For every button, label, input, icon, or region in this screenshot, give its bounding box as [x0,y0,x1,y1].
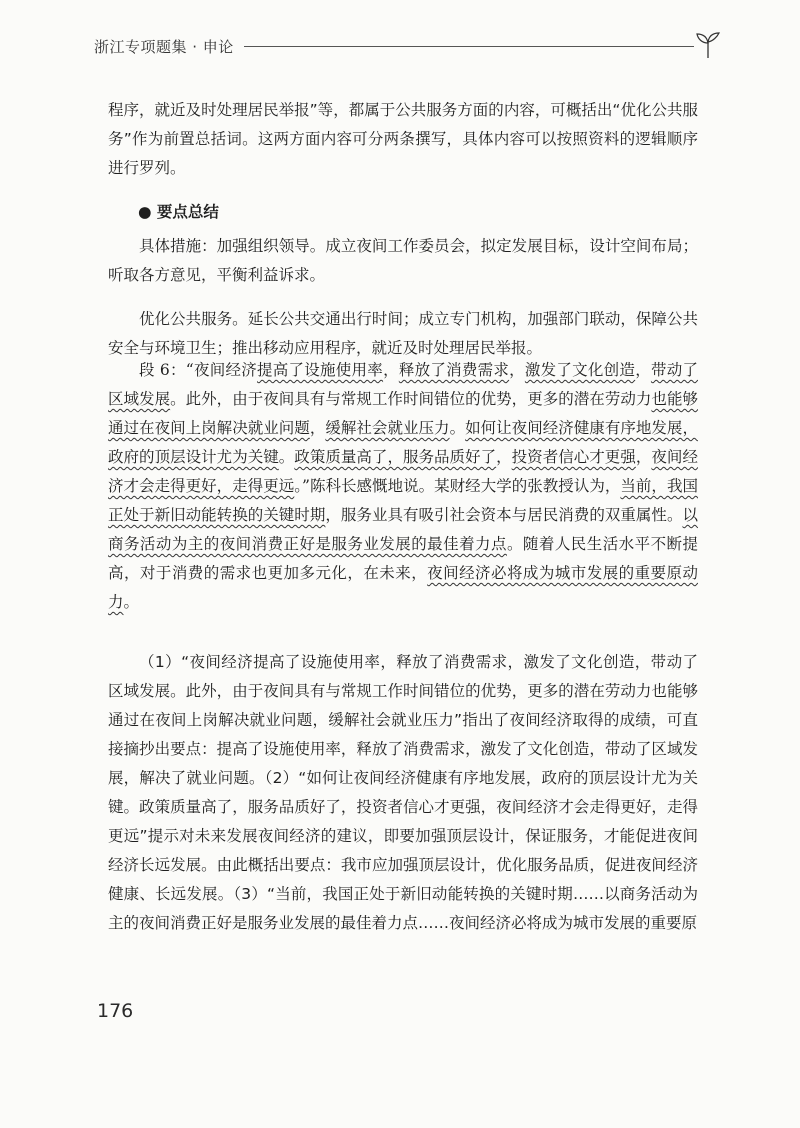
sprout-icon [692,30,724,60]
running-header [94,30,724,62]
header-rule [244,46,694,47]
text-segment: 段 6：“夜间经济 [139,361,258,379]
header-title: 浙江专项题集 · 申论 [94,38,234,56]
text-segment: 。随着人民生活水平不断提高，对于消费的需求也更加多元化，在未来， [108,535,698,582]
text-segment: 。 [278,448,295,466]
section-heading-key-points: ● 要点总结 [138,203,219,221]
underlined-phrase: 提高了设施使用率 [257,361,384,379]
paragraph-continuation: 程序，就近及时处理居民举报”等，都属于公共服务方面的内容，可概括出“优化公共服务”作为前置总括词。这两方面内容可分两条撰写，具体内容可以按照资料的逻辑顺序进行罗列。 [108,101,698,177]
page-number: 176 [97,1000,134,1022]
text-segment: 。 [449,419,466,437]
underlined-phrase: 夜间经济才会走得更好，走得更远 [108,448,698,495]
underlined-phrase: 投资者信心才更强 [511,448,636,466]
text-segment: ， [309,419,326,437]
text-segment: ， [509,361,525,379]
underlined-phrase: 释放了消费需求 [398,361,510,379]
underlined-phrase: 政策质量高了，服务品质好了 [294,448,497,466]
paragraph-measures: 具体措施：加强组织领导。成立夜间工作委员会，拟定发展目标，设计空间布局；听取各方意见，平衡利益诉求。 [108,237,698,284]
material-paragraph-6 [108,356,698,617]
text-segment: 。 [123,593,140,611]
text-segment: ，服务业具有吸引社会资本与居民消费的双重属性。 [325,506,683,524]
analysis-paragraph: （1）“夜间经济提高了设施使用率，释放了消费需求，激发了文化创造，带动了区域发展。此外，由于夜间具有与常规工作时间错位的优势，更多的潜在劳动力也能够通过在夜间上岗解决就业问题，缓解社会就业压力”指出了夜间经济取得的成绩，可直接摘抄出要点：提高了设施使用率，释放了消费需求，激发了文化创造，带动了区域发展，解决了就业问题。（2）“如何让夜间经济健康有序地发展，政府的顶层设计尤为关键。政策质量高了，服务品质好了，投资者信心才更强，夜间经济才会走得更好，走得更远”提示对未来发展夜间经济的建议，即要加强顶层设计，保证服务，才能促进夜间经济长远发展。由此概括出要点：我市应加强顶层设计，优化服务品质，促进夜间经济健康、长远发展。（3）“当前，我国正处于新旧动能转换的关键时期……以商务活动为主的夜间消费正好是服务业发展的最佳着力点……夜间经济必将成为城市发展的重要原 [108,653,698,932]
text-segment: 。此外，由于夜间具有与常规工作时间错位的优势，更多的潜在劳动力 [170,390,652,408]
text-segment: ， [635,448,652,466]
underlined-phrase: 夜间经济必将成为城市发展的重要原动力 [108,564,698,611]
underlined-phrase: 如何让夜间经济健康有序地发展，政府的顶层设计尤为关键 [108,419,698,466]
underlined-phrase: 以商务活动为主的夜间消费正好是服务业发展的最佳着力点 [108,506,698,553]
underlined-phrase: 缓解社会就业压力 [325,419,450,437]
text-segment: ， [496,448,512,466]
text-segment: ， [635,361,651,379]
underlined-phrase: 也能够通过在夜间上岗解决就业问题 [108,390,698,437]
paragraph-public-services: 优化公共服务。延长公共交通出行时间；成立专门机构，加强部门联动，保障公共安全与环境卫生；推出移动应用程序，就近及时处理居民举报。 [108,310,698,357]
underlined-phrase: 激发了文化创造 [524,361,636,379]
underlined-phrase: 当前，我国正处于新旧动能转换的关键时期 [108,477,698,524]
text-segment: 。”陈科长感慨地说。某财经大学的张教授认为， [294,477,621,495]
underlined-phrase: 带动了区域发展 [108,361,698,408]
text-segment: ， [383,361,399,379]
